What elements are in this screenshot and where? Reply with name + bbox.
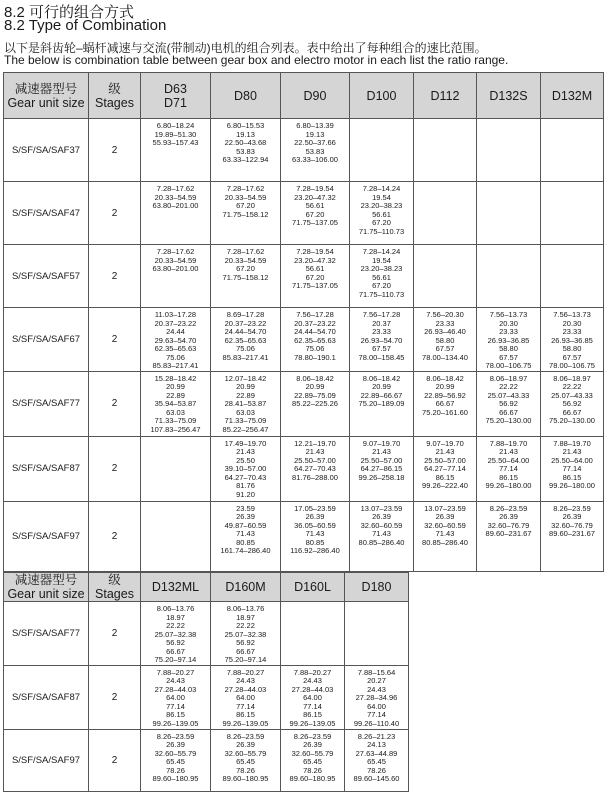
ratio-range-cell: 13.07–23.59 26.39 32.60–60.59 71.43 80.85–286.40 [414, 501, 477, 571]
ratio-range-cell: 8.26–23.59 26.39 32.60–76.79 89.60–231.67 [541, 501, 604, 571]
ratio-range-cell: 7.88–20.27 24.43 27.28–44.03 64.00 77.14 86.15 99.26–139.05 [141, 665, 211, 729]
ratio-range-cell: 7.28–14.24 19.54 23.20–38.23 56.61 67.20 71.75–110.73 [350, 245, 414, 308]
table-row [4, 501, 604, 571]
table-header-row [4, 73, 604, 119]
ratio-range-cell: 9.07–19.70 21.43 25.50–57.00 64.27–86.15 99.26–258.18 [350, 436, 414, 501]
gear-unit-cell: S/SF/SA/SAF57 [4, 245, 89, 308]
ratio-range-cell: 7.88–19.70 21.43 25.50–64.00 77.14 86.15 99.26–180.00 [477, 436, 541, 501]
stages-cell: 2 [89, 602, 141, 666]
ratio-range-cell [414, 245, 477, 308]
section-title-cn: 8.2 可行的组合方式 [4, 4, 135, 21]
ratio-range-cell: 8.26–23.59 26.39 32.60–55.79 65.45 78.26 89.60–180.95 [211, 729, 281, 791]
table-row [4, 729, 409, 791]
header-motor: D180 [345, 573, 409, 602]
stages-cell: 2 [89, 308, 141, 372]
ratio-range-cell: 6.80–15.53 19.13 22.50–43.68 53.83 63.33–122.94 [211, 119, 281, 182]
ratio-range-cell: 8.06–18.42 20.99 22.89–75.09 85.22–225.26 [281, 371, 350, 436]
ratio-range-cell: 6.80–18.24 19.89–51.30 55.93–157.43 [141, 119, 211, 182]
stages-cell: 2 [89, 371, 141, 436]
stages-cell: 2 [89, 729, 141, 791]
ratio-range-cell: 7.88–20.27 24.43 27.28–44.03 64.00 77.14 86.15 99.26–139.05 [281, 665, 345, 729]
header-motor: D132ML [141, 573, 211, 602]
gear-unit-cell: S/SF/SA/SAF77 [4, 371, 89, 436]
combination-table-2 [3, 572, 409, 792]
ratio-range-cell: 8.26–23.59 26.39 32.60–76.79 89.60–231.67 [477, 501, 541, 571]
ratio-range-cell [350, 119, 414, 182]
gear-unit-cell: S/SF/SA/SAF47 [4, 182, 89, 245]
ratio-range-cell: 13.07–23.59 26.39 32.60–60.59 71.43 80.85–286.40 [350, 501, 414, 571]
ratio-range-cell: 6.80–13.39 19.13 22.50–37.66 53.83 63.33–106.00 [281, 119, 350, 182]
ratio-range-cell [345, 602, 409, 666]
ratio-range-cell [141, 436, 211, 501]
gear-unit-cell: S/SF/SA/SAF37 [4, 119, 89, 182]
ratio-range-cell: 7.56–13.73 20.30 23.33 26.93–36.85 58.80 67.57 78.00–106.75 [541, 308, 604, 372]
ratio-range-cell [477, 182, 541, 245]
ratio-range-cell [141, 501, 211, 571]
ratio-range-cell [541, 245, 604, 308]
ratio-range-cell: 15.28–18.42 20.99 22.89 35.94–53.87 63.03 71.33–75.09 107.83–256.47 [141, 371, 211, 436]
ratio-range-cell: 7.28–17.62 20.33–54.59 63.80–201.00 [141, 245, 211, 308]
stages-cell: 2 [89, 119, 141, 182]
ratio-range-cell: 8.06–13.76 18.97 22.22 25.07–32.38 56.92 66.67 75.20–97.14 [141, 602, 211, 666]
table-row [4, 308, 604, 372]
ratio-range-cell: 7.88–15.64 20.27 24.43 27.28–34.96 64.00 77.14 99.26–110.40 [345, 665, 409, 729]
ratio-range-cell [541, 182, 604, 245]
ratio-range-cell: 7.28–14.24 19.54 23.20–38.23 56.61 67.20 71.75–110.73 [350, 182, 414, 245]
ratio-range-cell: 7.88–20.27 24.43 27.28–44.03 64.00 77.14 86.15 99.26–139.05 [211, 665, 281, 729]
header-motor: D90 [281, 73, 350, 119]
ratio-range-cell: 7.28–17.62 20.33–54.59 67.20 71.75–158.12 [211, 182, 281, 245]
ratio-range-cell [414, 182, 477, 245]
header-motor: D132S [477, 73, 541, 119]
ratio-range-cell: 17.49–19.70 21.43 25.50 39.10–57.00 64.27–70.43 81.76 91.20 [211, 436, 281, 501]
table-row [4, 436, 604, 501]
stages-cell: 2 [89, 245, 141, 308]
table-row [4, 665, 409, 729]
ratio-range-cell: 8.69–17.28 20.37–23.22 24.44–54.70 62.35–65.63 75.06 85.83–217.41 [211, 308, 281, 372]
stages-cell: 2 [89, 665, 141, 729]
ratio-range-cell: 7.28–19.54 23.20–47.32 56.61 67.20 71.75–137.05 [281, 182, 350, 245]
ratio-range-cell: 7.56–17.28 20.37–23.22 24.44–54.70 62.35–65.63 75.06 78.80–190.1 [281, 308, 350, 372]
ratio-range-cell: 9.07–19.70 21.43 25.50–57.00 64.27–77.14 86.15 99.26–222.40 [414, 436, 477, 501]
ratio-range-cell: 7.28–17.62 20.33–54.59 63.80–201.00 [141, 182, 211, 245]
table-row [4, 182, 604, 245]
ratio-range-cell [541, 119, 604, 182]
gear-unit-cell: S/SF/SA/SAF67 [4, 308, 89, 372]
header-motor: D160L [281, 573, 345, 602]
table-row [4, 371, 604, 436]
header-stages: 级 Stages [89, 573, 141, 602]
table-row [4, 119, 604, 182]
ratio-range-cell [477, 119, 541, 182]
ratio-range-cell: 8.06–18.42 20.99 22.89–66.67 75.20–189.09 [350, 371, 414, 436]
combination-table-1 [3, 72, 604, 572]
ratio-range-cell: 7.28–19.54 23.20–47.32 56.61 67.20 71.75–137.05 [281, 245, 350, 308]
section-title-en: 8.2 Type of Combination [4, 17, 167, 34]
gear-unit-cell: S/SF/SA/SAF77 [4, 602, 89, 666]
gear-unit-cell: S/SF/SA/SAF87 [4, 436, 89, 501]
stages-cell: 2 [89, 501, 141, 571]
table-header-row [4, 573, 409, 602]
ratio-range-cell [414, 119, 477, 182]
stages-cell: 2 [89, 436, 141, 501]
ratio-range-cell: 8.26–21.23 24.13 27.63–44.89 65.45 78.26 89.60–145.60 [345, 729, 409, 791]
description-cn: 以下是斜齿轮–蜗杆减速与交流(带制动)电机的组合列表。表中给出了每种组合的速比范围。 [4, 41, 487, 55]
header-motor: D63 D71 [141, 73, 211, 119]
gear-unit-cell: S/SF/SA/SAF87 [4, 665, 89, 729]
ratio-range-cell: 7.56–17.28 20.37 23.33 26.93–54.70 67.57 78.00–158.45 [350, 308, 414, 372]
header-motor: D132M [541, 73, 604, 119]
ratio-range-cell: 8.26–23.59 26.39 32.60–55.79 65.45 78.26 89.60–180.95 [141, 729, 211, 791]
ratio-range-cell: 17.05–23.59 26.39 36.05–60.59 71.43 80.85 116.92–286.40 [281, 501, 350, 571]
stages-cell: 2 [89, 182, 141, 245]
header-motor: D80 [211, 73, 281, 119]
table-row [4, 602, 409, 666]
ratio-range-cell: 12.07–18.42 20.99 22.89 28.41–53.87 63.03 71.33–75.09 85.22–256.47 [211, 371, 281, 436]
gear-unit-cell: S/SF/SA/SAF97 [4, 729, 89, 791]
ratio-range-cell: 23.59 26.39 49.87–60.59 71.43 80.85 161.74–286.40 [211, 501, 281, 571]
header-motor: D100 [350, 73, 414, 119]
ratio-range-cell: 8.06–18.97 22.22 25.07–43.33 56.92 66.67 75.20–130.00 [477, 371, 541, 436]
ratio-range-cell: 8.26–23.59 26.39 32.60–55.79 65.45 78.26 89.60–180.95 [281, 729, 345, 791]
header-motor: D112 [414, 73, 477, 119]
ratio-range-cell [281, 602, 345, 666]
ratio-range-cell: 11.03–17.28 20.37–23.22 24.44 29.63–54.70 62.35–65.63 75.06 85.83–217.41 [141, 308, 211, 372]
ratio-range-cell: 7.56–20.30 23.33 26.93–46.40 58.80 67.57 78.00–134.40 [414, 308, 477, 372]
ratio-range-cell: 7.56–13.73 20.30 23.33 26.93–36.85 58.80 67.57 78.00–106.75 [477, 308, 541, 372]
ratio-range-cell: 8.06–18.42 20.99 22.89–56.92 66.67 75.20–161.60 [414, 371, 477, 436]
header-stages: 级 Stages [89, 73, 141, 119]
description-en: The below is combination table between gear box and electro motor in each list the ratio range. [4, 53, 509, 67]
header-motor: D160M [211, 573, 281, 602]
ratio-range-cell: 12.21–19.70 21.43 25.50–57.00 64.27–70.43 81.76–288.00 [281, 436, 350, 501]
ratio-range-cell: 7.28–17.62 20.33–54.59 67.20 71.75–158.12 [211, 245, 281, 308]
table-row [4, 245, 604, 308]
ratio-range-cell: 8.06–13.76 18.97 22.22 25.07–32.38 56.92 66.67 75.20–97.14 [211, 602, 281, 666]
gear-unit-cell: S/SF/SA/SAF97 [4, 501, 89, 571]
ratio-range-cell: 7.88–19.70 21.43 25.50–64.00 77.14 86.15 99.26–180.00 [541, 436, 604, 501]
header-gear-unit-size: 减速器型号 Gear unit size [4, 573, 89, 602]
header-gear-unit-size: 减速器型号 Gear unit size [4, 73, 89, 119]
ratio-range-cell: 8.06–18.97 22.22 25.07–43.33 56.92 66.67 75.20–130.00 [541, 371, 604, 436]
ratio-range-cell [477, 245, 541, 308]
